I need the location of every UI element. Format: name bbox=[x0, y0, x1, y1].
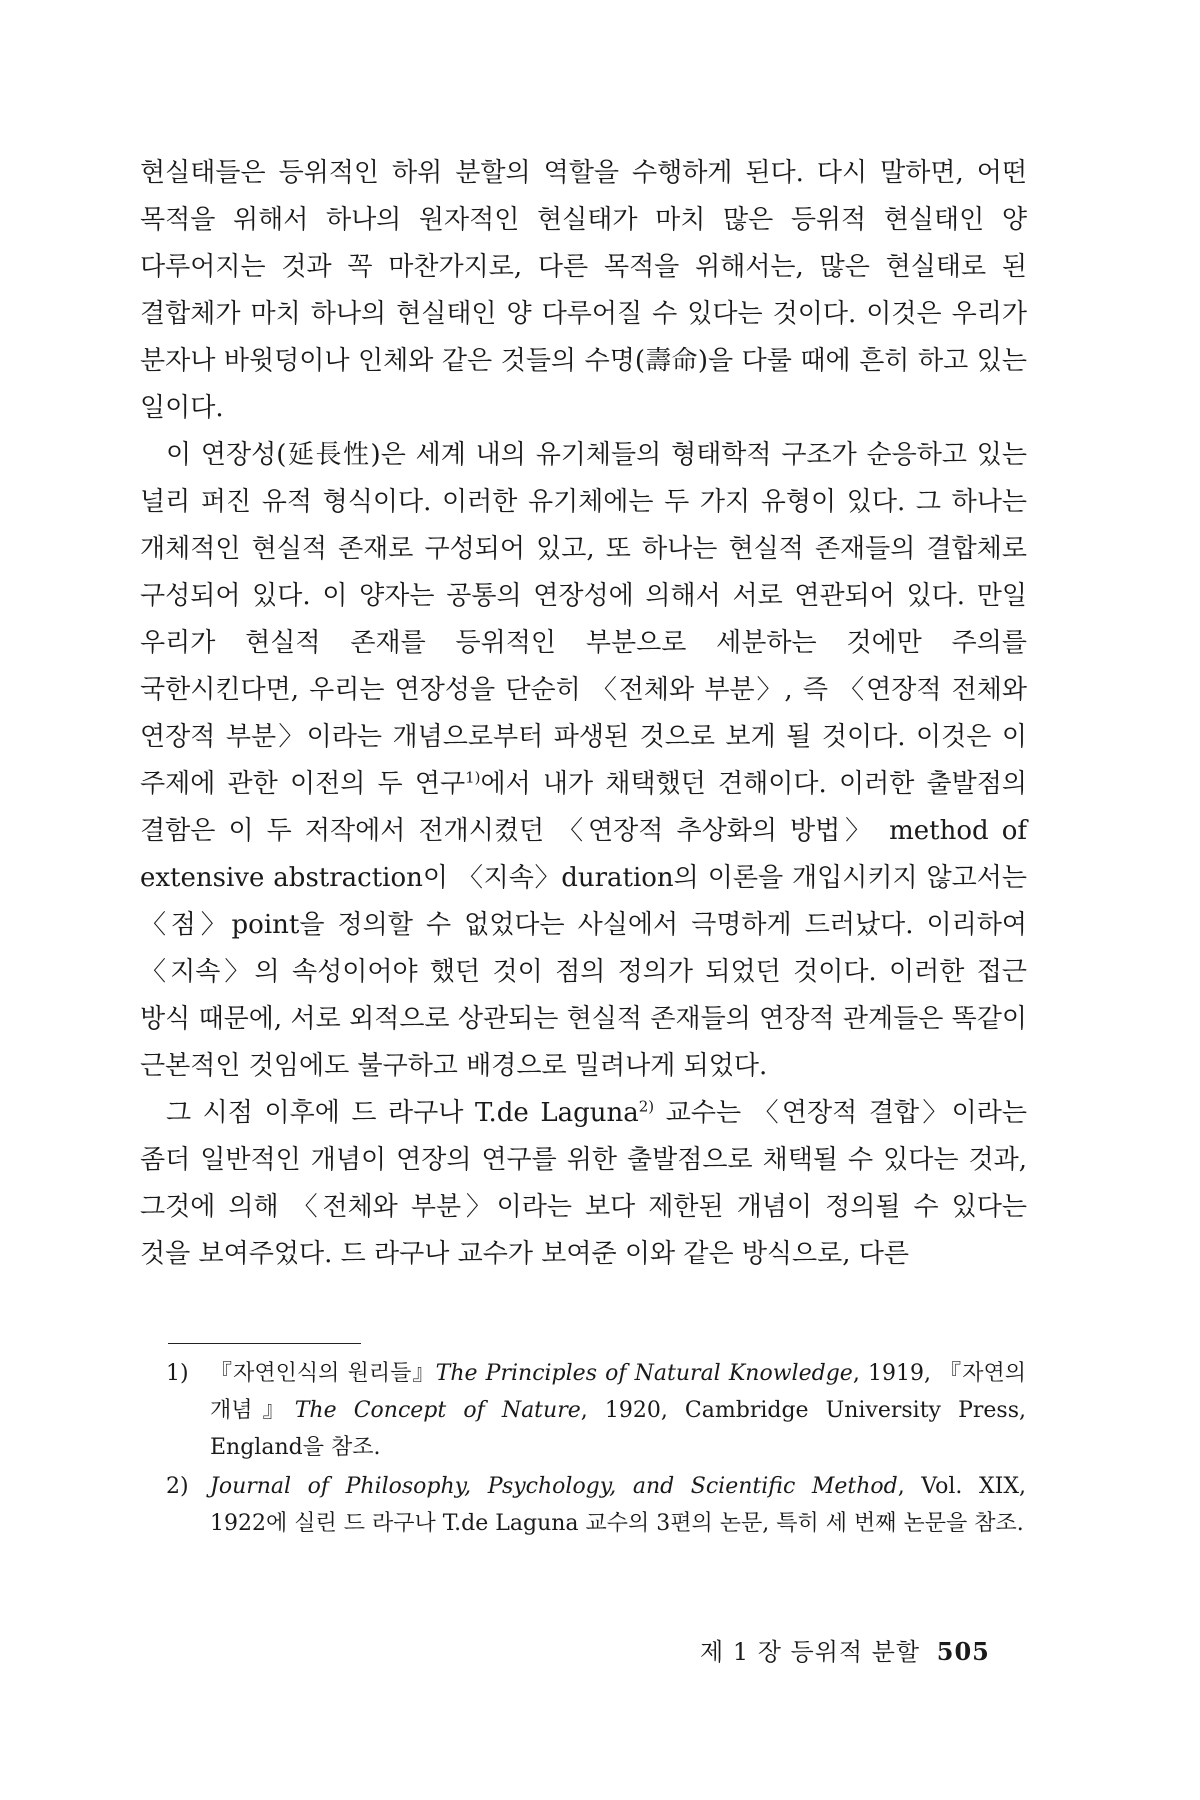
running-footer bbox=[700, 1632, 1040, 1667]
footnote-text: , Vol. XIX, 1922에 실린 드 라구나 T.de Laguna 교수의 3편의 논문, 특히 세 번째 논문을 참조. bbox=[210, 1474, 1026, 1536]
book-title: The Principles of Natural Knowledge bbox=[435, 1361, 853, 1386]
paragraph-3-text-b: 교수는 〈연장적 결합〉이라는 좀더 일반적인 개념이 연장의 연구를 위한 출발점으로 채택될 수 있다는 것과, 그것에 의해 〈전체와 부분〉이라는 보다 제한된 개념이 정의될 수 있다는 것을 보여주었다. 드 라구나 교수가 보여준 이와 같은 방식으로, 다른 bbox=[140, 1098, 1028, 1269]
footnote-text: , 1919, 『자연의 개념』 bbox=[210, 1361, 1027, 1423]
footnote-text: , 1920, Cambridge University Press, England을 참조. bbox=[210, 1398, 1026, 1460]
footnote-text: 『자연인식의 원리들』 bbox=[210, 1361, 436, 1386]
footnote-number: 2) bbox=[166, 1474, 189, 1499]
section-title: 등위적 분할 bbox=[790, 1638, 921, 1666]
paragraph-2-text-a: 이 연장성(延長性)은 세계 내의 유기체들의 형태학적 구조가 순응하고 있는 널리 퍼진 유적 형식이다. 이러한 유기체에는 두 가지 유형이 있다. 그 하나는 개체적인 현실적 존재로 구성되어 있고, 또 하나는 현실적 존재들의 결합체로 구성되어 있다. 이 양자는 공통의 연장성에 의해서 서로 연관되어 있다. 만일 우리가 현실적 존재를 등위적인 부분으로 세분하는 것에만 주의를 국한시킨다면, 우리는 연장성을 단순히 〈전체와 부분〉, 즉 〈연장적 전체와 연장적 부분〉이라는 개념으로부터 파생된 것으로 보게 될 것이다. 이것은 이 주제에 관한 이전의 두 연구 bbox=[140, 440, 1027, 799]
footnote-number: 1) bbox=[166, 1361, 189, 1386]
paragraph-1: 현실태들은 등위적인 하위 분할의 역할을 수행하게 된다. 다시 말하면, 어떤 목적을 위해서 하나의 원자적인 현실태가 마치 많은 등위적 현실태인 양 다루어지는 것과 꼭 마찬가지로, 다른 목적을 위해서는, 많은 현실태로 된 결합체가 마치 하나의 현실태인 양 다루어질 수 있다는 것이다. 이것은 우리가 분자나 바윗덩이나 인체와 같은 것들의 수명(壽命)을 다룰 때에 흔히 하고 있는 일이다. bbox=[140, 158, 1027, 423]
paragraph-3 bbox=[140, 1090, 1027, 1278]
footnote-1 bbox=[166, 1355, 1026, 1466]
footnotes bbox=[166, 1355, 1026, 1544]
paragraph-3-text-a: 그 시점 이후에 드 라구나 T.de Laguna bbox=[166, 1098, 639, 1128]
page-number: 505 bbox=[936, 1637, 990, 1666]
chapter-label: 제 1 장 bbox=[700, 1638, 782, 1666]
book-title: The Concept of Nature bbox=[294, 1398, 581, 1423]
footnote-divider bbox=[168, 1343, 361, 1344]
footnote-ref-2: 2) bbox=[638, 1097, 655, 1116]
paragraph-2 bbox=[140, 432, 1027, 1090]
footnote-ref-1: 1) bbox=[465, 768, 481, 787]
journal-title: Journal of Philosophy, Psychology, and Scientific Method bbox=[210, 1474, 898, 1499]
footnote-2 bbox=[166, 1468, 1026, 1542]
main-text bbox=[140, 150, 1027, 1278]
paragraph-2-text-b: 에서 내가 채택했던 견해이다. 이러한 출발점의 결함은 이 두 저작에서 전개시켰던 〈연장적 추상화의 방법〉 method of extensive abstraction이 〈지속〉duration의 이론을 개입시키지 않고서는 〈점〉point을 정의할 수 없었다는 사실에서 극명하게 드러났다. 이리하여 〈지속〉의 속성이어야 했던 것이 점의 정의가 되었던 것이다. 이러한 접근 방식 때문에, 서로 외적으로 상관되는 현실적 존재들의 연장적 관계들은 똑같이 근본적인 것임에도 불구하고 배경으로 밀려나게 되었다. bbox=[140, 769, 1027, 1081]
